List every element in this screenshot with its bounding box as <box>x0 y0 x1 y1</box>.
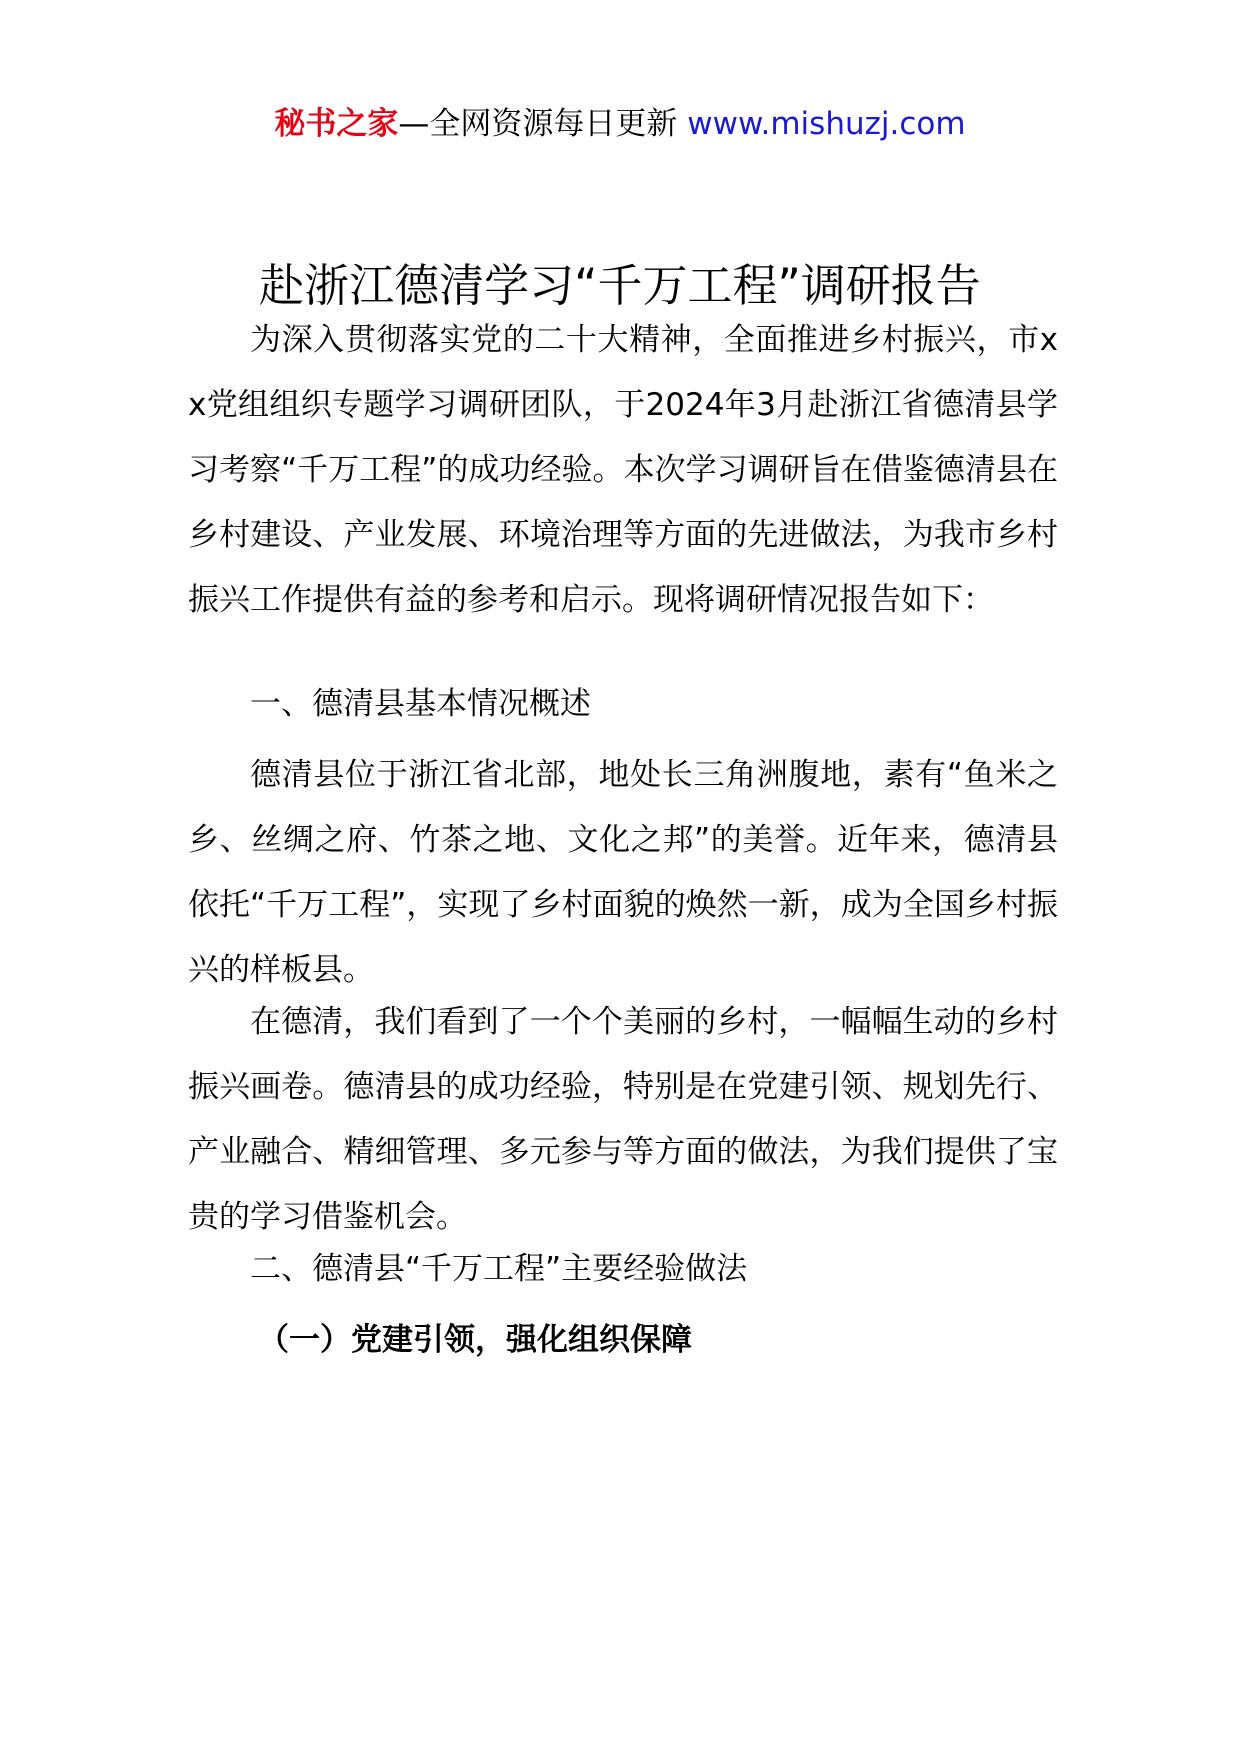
section1-p2-block <box>188 990 1058 1250</box>
site-brand: 秘书之家 <box>274 106 399 142</box>
document-title: 赴浙江德清学习“千万工程”调研报告 <box>259 259 981 312</box>
section-heading-1: 一、德清县基本情况概述 <box>250 686 591 722</box>
section1-heading-block <box>188 672 1058 737</box>
site-banner <box>0 104 1240 144</box>
intro-block <box>188 308 1058 633</box>
section1-p1-block <box>188 743 1058 1003</box>
subsection-heading-1: （一）党建引领，强化组织保障 <box>258 1322 692 1358</box>
subsection1-heading-block <box>188 1308 1058 1373</box>
section2-heading-block <box>188 1237 1058 1302</box>
section-heading-2: 二、德清县“千万工程”主要经验做法 <box>250 1251 748 1287</box>
intro-paragraph: 为深入贯彻落实党的二十大精神，全面推进乡村振兴，市xx党组组织专题学习调研团队，于2024年3月赴浙江省德清县学习考察“千万工程”的成功经验。本次学习调研旨在借鉴德清县在乡村建设、产业发展、环境治理等方面的先进做法，为我市乡村振兴工作提供有益的参考和启示。现将调研情况报告如下： <box>188 322 1058 618</box>
site-tagline: —全网资源每日更新 <box>398 106 678 142</box>
section1-paragraph-1: 德清县位于浙江省北部，地处长三角洲腹地，素有“鱼米之乡、丝绸之府、竹茶之地、文化之邦”的美誉。近年来，德清县依托“千万工程”，实现了乡村面貌的焕然一新，成为全国乡村振兴的样板县。 <box>188 757 1058 988</box>
site-url-link[interactable]: www.mishuzj.com <box>687 106 966 142</box>
section1-paragraph-2: 在德清，我们看到了一个个美丽的乡村，一幅幅生动的乡村振兴画卷。德清县的成功经验，特别是在党建引领、规划先行、产业融合、精细管理、多元参与等方面的做法，为我们提供了宝贵的学习借鉴机会。 <box>188 1004 1058 1235</box>
